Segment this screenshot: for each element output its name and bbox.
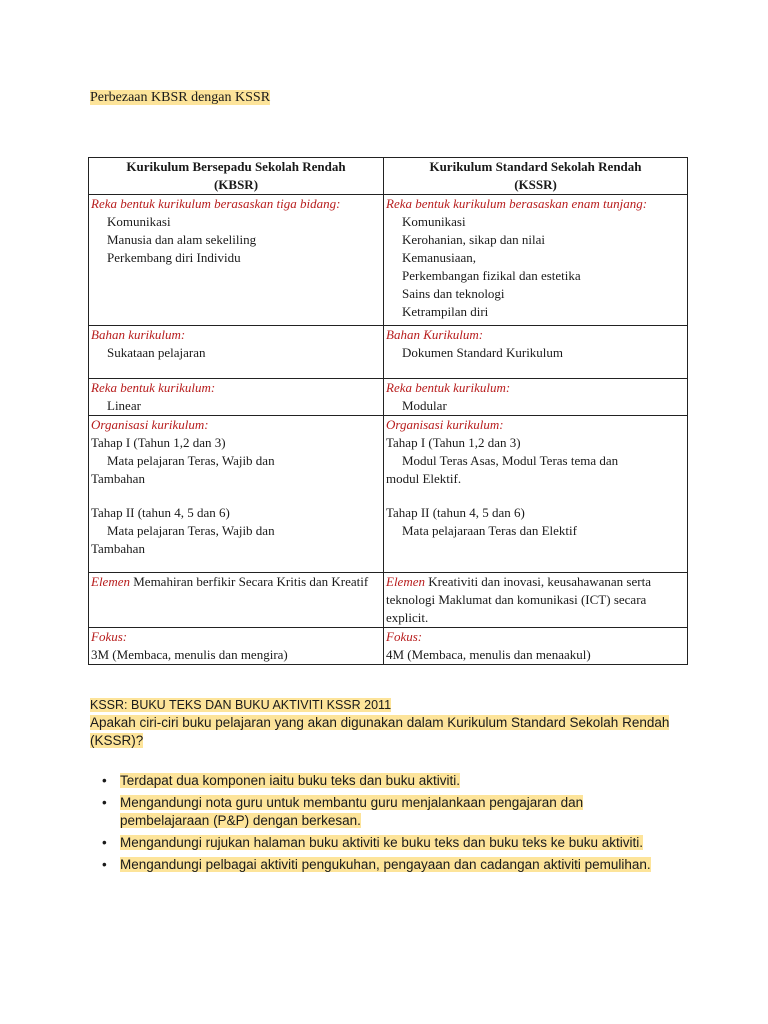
table-row	[89, 628, 688, 665]
header-kbsr: Kurikulum Bersepadu Sekolah Rendah (KBSR)	[89, 158, 384, 195]
section-question: Apakah ciri-ciri buku pelajaran yang akan digunakan dalam Kurikulum Standard Sekolah Rendah (KSSR)?	[90, 715, 670, 748]
cell-kbsr-reka-linear: Reka bentuk kurikulum: Linear	[89, 379, 384, 416]
list-item: • Mengandungi rujukan halaman buku aktiviti ke buku teks dan buku teks ke buku aktiviti.	[90, 834, 670, 852]
list-item: • Mengandungi pelbagai aktiviti pengukuhan, pengayaan dan cadangan aktiviti pemulihan.	[90, 856, 670, 874]
cell-kbsr-fokus: Fokus: 3M (Membaca, menulis dan mengira)	[89, 628, 384, 665]
cell-kssr-bahan: Bahan Kurikulum: Dokumen Standard Kurikulum	[384, 326, 688, 379]
cell-kssr-reka-modular: Reka bentuk kurikulum: Modular	[384, 379, 688, 416]
kssr-books-section	[90, 696, 670, 878]
table-header-row	[89, 158, 688, 195]
cell-kbsr-elemen: Elemen Memahiran berfikir Secara Kritis dan Kreatif	[89, 573, 384, 628]
table-row	[89, 326, 688, 379]
cell-kssr-elemen: Elemen Kreativiti dan inovasi, keusahawanan serta teknologi Maklumat dan komunikasi (ICT) secara explicit.	[384, 573, 688, 628]
feature-list	[90, 772, 670, 874]
cell-kssr-fokus: Fokus: 4M (Membaca, menulis dan menaakul)	[384, 628, 688, 665]
table-row	[89, 573, 688, 628]
section-heading: KSSR: BUKU TEKS DAN BUKU AKTIVITI KSSR 2011	[90, 698, 392, 712]
cell-kbsr-bahan: Bahan kurikulum: Sukataan pelajaran	[89, 326, 384, 379]
cell-kssr-organisasi: Organisasi kurikulum: Tahap I (Tahun 1,2 dan 3) Modul Teras Asas, Modul Teras tema dan modul Elektif. Tahap II (tahun 4, 5 dan 6) Mata pelajaraan Teras dan Elektif	[384, 416, 688, 573]
table-row	[89, 379, 688, 416]
cell-kssr-reka-tunjang: Reka bentuk kurikulum berasaskan enam tunjang: Komunikasi Kerohanian, sikap dan nilai Kemanusiaan, Perkembangan fizikal dan estetika Sains dan teknologi Ketrampilan diri	[384, 195, 688, 326]
table-row	[89, 416, 688, 573]
cell-kbsr-organisasi: Organisasi kurikulum: Tahap I (Tahun 1,2 dan 3) Mata pelajaran Teras, Wajib dan Tambahan Tahap II (tahun 4, 5 dan 6) Mata pelajaran Teras, Wajib dan Tambahan	[89, 416, 384, 573]
comparison-table	[88, 157, 688, 665]
document-title: Perbezaan KBSR dengan KSSR	[90, 90, 271, 105]
list-item: • Mengandungi nota guru untuk membantu guru menjalankaan pengajaran dan pembelajaraan (P&P) dengan berkesan.	[90, 794, 670, 830]
table-row	[89, 195, 688, 326]
header-kssr: Kurikulum Standard Sekolah Rendah (KSSR)	[384, 158, 688, 195]
list-item: • Terdapat dua komponen iaitu buku teks dan buku aktiviti.	[90, 772, 670, 790]
cell-kbsr-reka-bidang: Reka bentuk kurikulum berasaskan tiga bidang: Komunikasi Manusia dan alam sekeliling Perkembang diri Individu	[89, 195, 384, 326]
